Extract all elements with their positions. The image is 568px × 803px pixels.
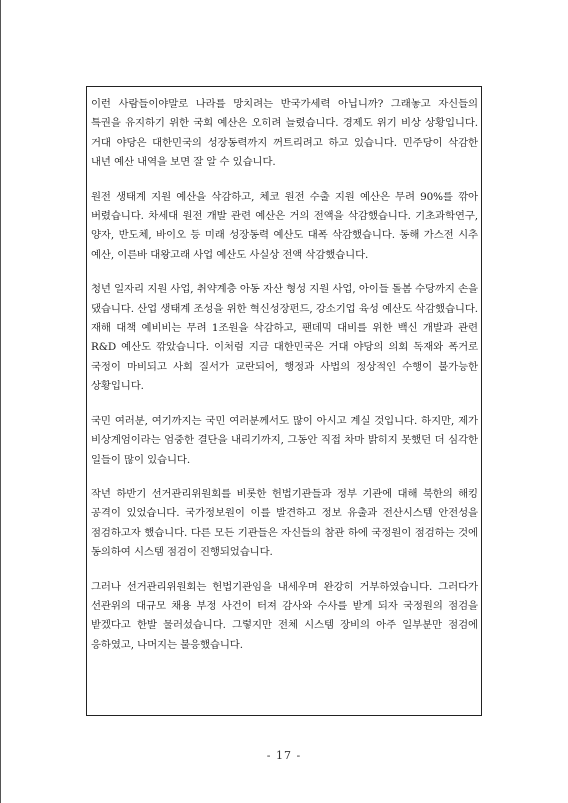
paragraph-6: 그러나 선거관리위원회는 헌법기관임을 내세우며 완강히 거부하였습니다. 그러다가 선관위의 대규모 채용 부정 사건이 터져 감사와 수사를 받게 되자 국정원의 점검을 받겠다고 한발 물러섰습니다. 그렇지만 전체 시스템 장비의 아주 일부분만 점검에 응하였고, 나머지는 불응했습니다. [91, 580, 478, 651]
paragraph-5: 작년 하반기 선거관리위원회를 비롯한 헌법기관들과 정부 기관에 대해 북한의 해킹 공격이 있었습니다. 국가정보원이 이를 발견하고 정보 유출과 전산시스템 안전성을 점검하고자 했습니다. 다른 모든 기관들은 자신들의 참관 하에 국정원이 점검하는 것에 동의하여 시스템 점검이 진행되었습니다. [91, 487, 478, 559]
paragraph-4: 국민 여러분, 여기까지는 국민 여러분께서도 많이 아시고 계실 것입니다. 하지만, 제가 비상계엄이라는 엄중한 결단을 내리기까지, 그동안 직접 차마 밝히지 못했던 더 심각한 일들이 많이 있습니다. [91, 414, 478, 466]
page-edge [0, 0, 1, 803]
boxed-text-block [86, 86, 482, 716]
paragraph-2: 원전 생태계 지원 예산을 삭감하고, 체코 원전 수출 지원 예산은 무려 90%를 깎아 버렸습니다. 차세대 원전 개발 관련 예산은 거의 전액을 삭감했습니다. 기초과학연구, 양자, 반도체, 바이오 등 미래 성장동력 예산도 대폭 삭감했습니다. 동해 가스전 시추 예산, 이른바 대왕고래 사업 예산도 사실상 전액 삭감했습니다. [91, 190, 478, 261]
paragraph-1: 이런 사람들이야말로 나라를 망치려는 반국가세력 아닙니까? 그래놓고 자신들의 특권을 유지하기 위한 국회 예산은 오히려 늘렸습니다. 경제도 위기 비상 상황입니다. 거대 야당은 대한민국의 성장동력까지 꺼트리려고 하고 있습니다. 민주당이 삭감한 내년 예산 내역을 보면 잘 알 수 있습니다. [91, 98, 478, 169]
paragraph-3: 청년 일자리 지원 사업, 취약계층 아동 자산 형성 지원 사업, 아이들 돌봄 수당까지 손을 댔습니다. 산업 생태계 조성을 위한 혁신성장펀드, 강소기업 육성 예산도 삭감했습니다. 재해 대책 예비비는 무려 1조원을 삭감하고, 팬데믹 대비를 위한 백신 개발과 관련 R&D 예산도 깎았습니다. 이처럼 지금 대한민국은 거대 야당의 의회 독재와 폭거로 국정이 마비되고 사회 질서가 교란되어, 행정과 사법의 정상적인 수행이 불가능한 상황입니다. [91, 283, 478, 393]
page-number: - 17 - [266, 749, 302, 762]
